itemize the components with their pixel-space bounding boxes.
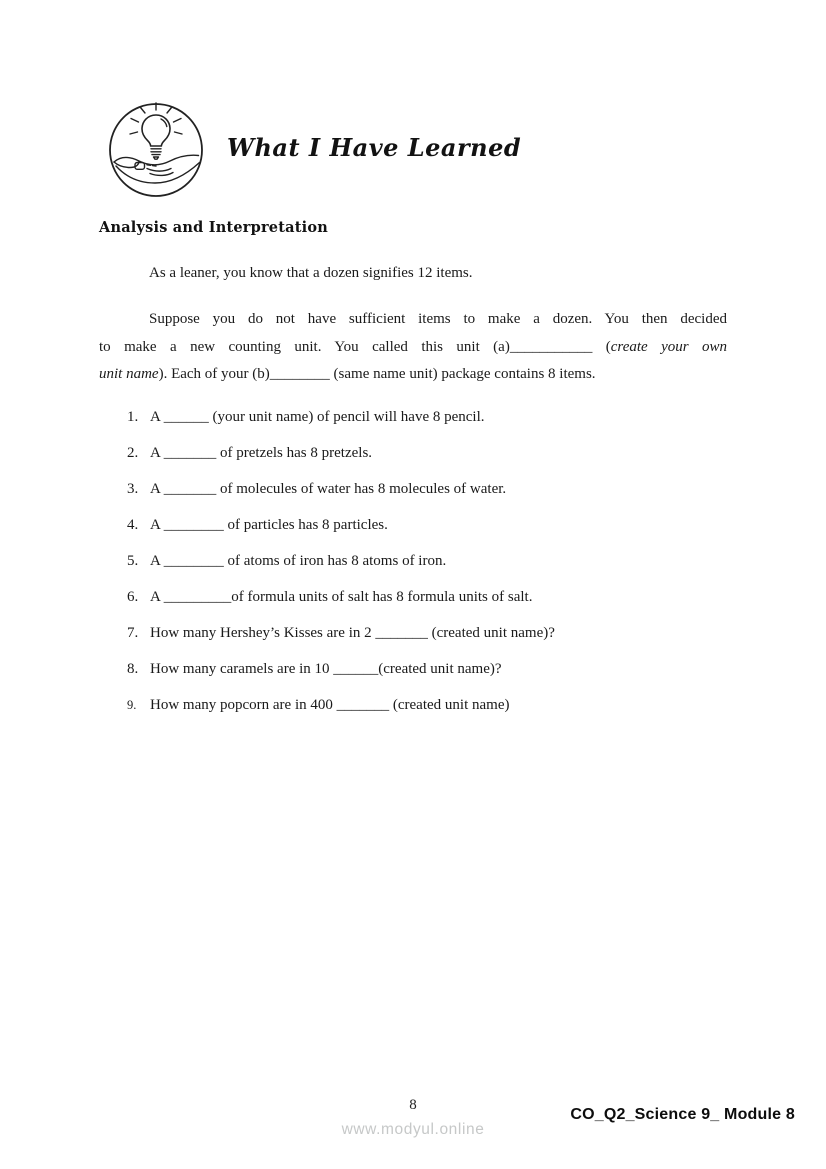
question-number: 7. (127, 625, 139, 641)
paragraph-line (99, 361, 727, 389)
paragraph-line (99, 306, 727, 334)
question-text: A ______ (your unit name) of pencil will have 8 pencil. (150, 409, 485, 425)
question-item-5 (99, 550, 759, 573)
paragraph-line (99, 334, 727, 362)
question-number: 3. (127, 481, 139, 497)
question-item-7 (99, 622, 759, 645)
question-text: A _______ of pretzels has 8 pretzels. (150, 445, 373, 461)
page-number: 8 (409, 1097, 417, 1113)
watermark: www.modyul.online (341, 1121, 485, 1138)
question-number: 2. (127, 445, 139, 461)
paragraph-text-italic: create your own (610, 338, 728, 355)
module-label: CO_Q2_Science 9_ Module 8 (570, 1106, 795, 1123)
question-number: 9. (127, 698, 137, 712)
question-number: 5. (127, 553, 139, 569)
section-heading: Analysis and Interpretation (99, 219, 328, 236)
question-item-8 (99, 658, 759, 681)
question-item-3 (99, 478, 759, 501)
paragraph-text: Suppose you do not have sufficient items to make a dozen. You then decided (149, 311, 727, 327)
question-text: A _______ of molecules of water has 8 molecules of water. (150, 481, 507, 497)
question-item-4 (99, 514, 759, 537)
question-item-9 (99, 694, 759, 717)
question-number: 1. (127, 409, 139, 425)
question-item-6 (99, 586, 759, 609)
lightbulb-in-hand-icon (106, 98, 206, 202)
paragraph-text: to make a new counting unit. You called this unit (a)___________ ( (99, 338, 611, 355)
question-text: How many popcorn are in 400 _______ (created unit name) (150, 697, 510, 713)
paragraph-intro: As a leaner, you know that a dozen signifies 12 items. (149, 265, 473, 281)
page-title: What I Have Learned (227, 133, 522, 162)
question-list (99, 406, 759, 730)
question-number: 6. (127, 589, 139, 605)
paragraph-text: ). Each of your (b)________ (same name unit) package contains 8 items. (158, 366, 596, 382)
question-text: How many Hershey’s Kisses are in 2 _______ (created unit name)? (150, 625, 555, 641)
question-number: 4. (127, 517, 139, 533)
paragraph-text-italic: unit name (99, 366, 159, 382)
question-item-2 (99, 442, 759, 465)
question-number: 8. (127, 661, 139, 677)
question-text: How many caramels are in 10 ______(created unit name)? (150, 661, 502, 677)
question-item-1 (99, 406, 759, 429)
paragraph-instructions (99, 306, 727, 389)
question-text: A ________ of atoms of iron has 8 atoms of iron. (150, 553, 447, 569)
question-text: A ________ of particles has 8 particles. (150, 517, 388, 533)
question-text: A _________of formula units of salt has 8 formula units of salt. (150, 589, 533, 605)
